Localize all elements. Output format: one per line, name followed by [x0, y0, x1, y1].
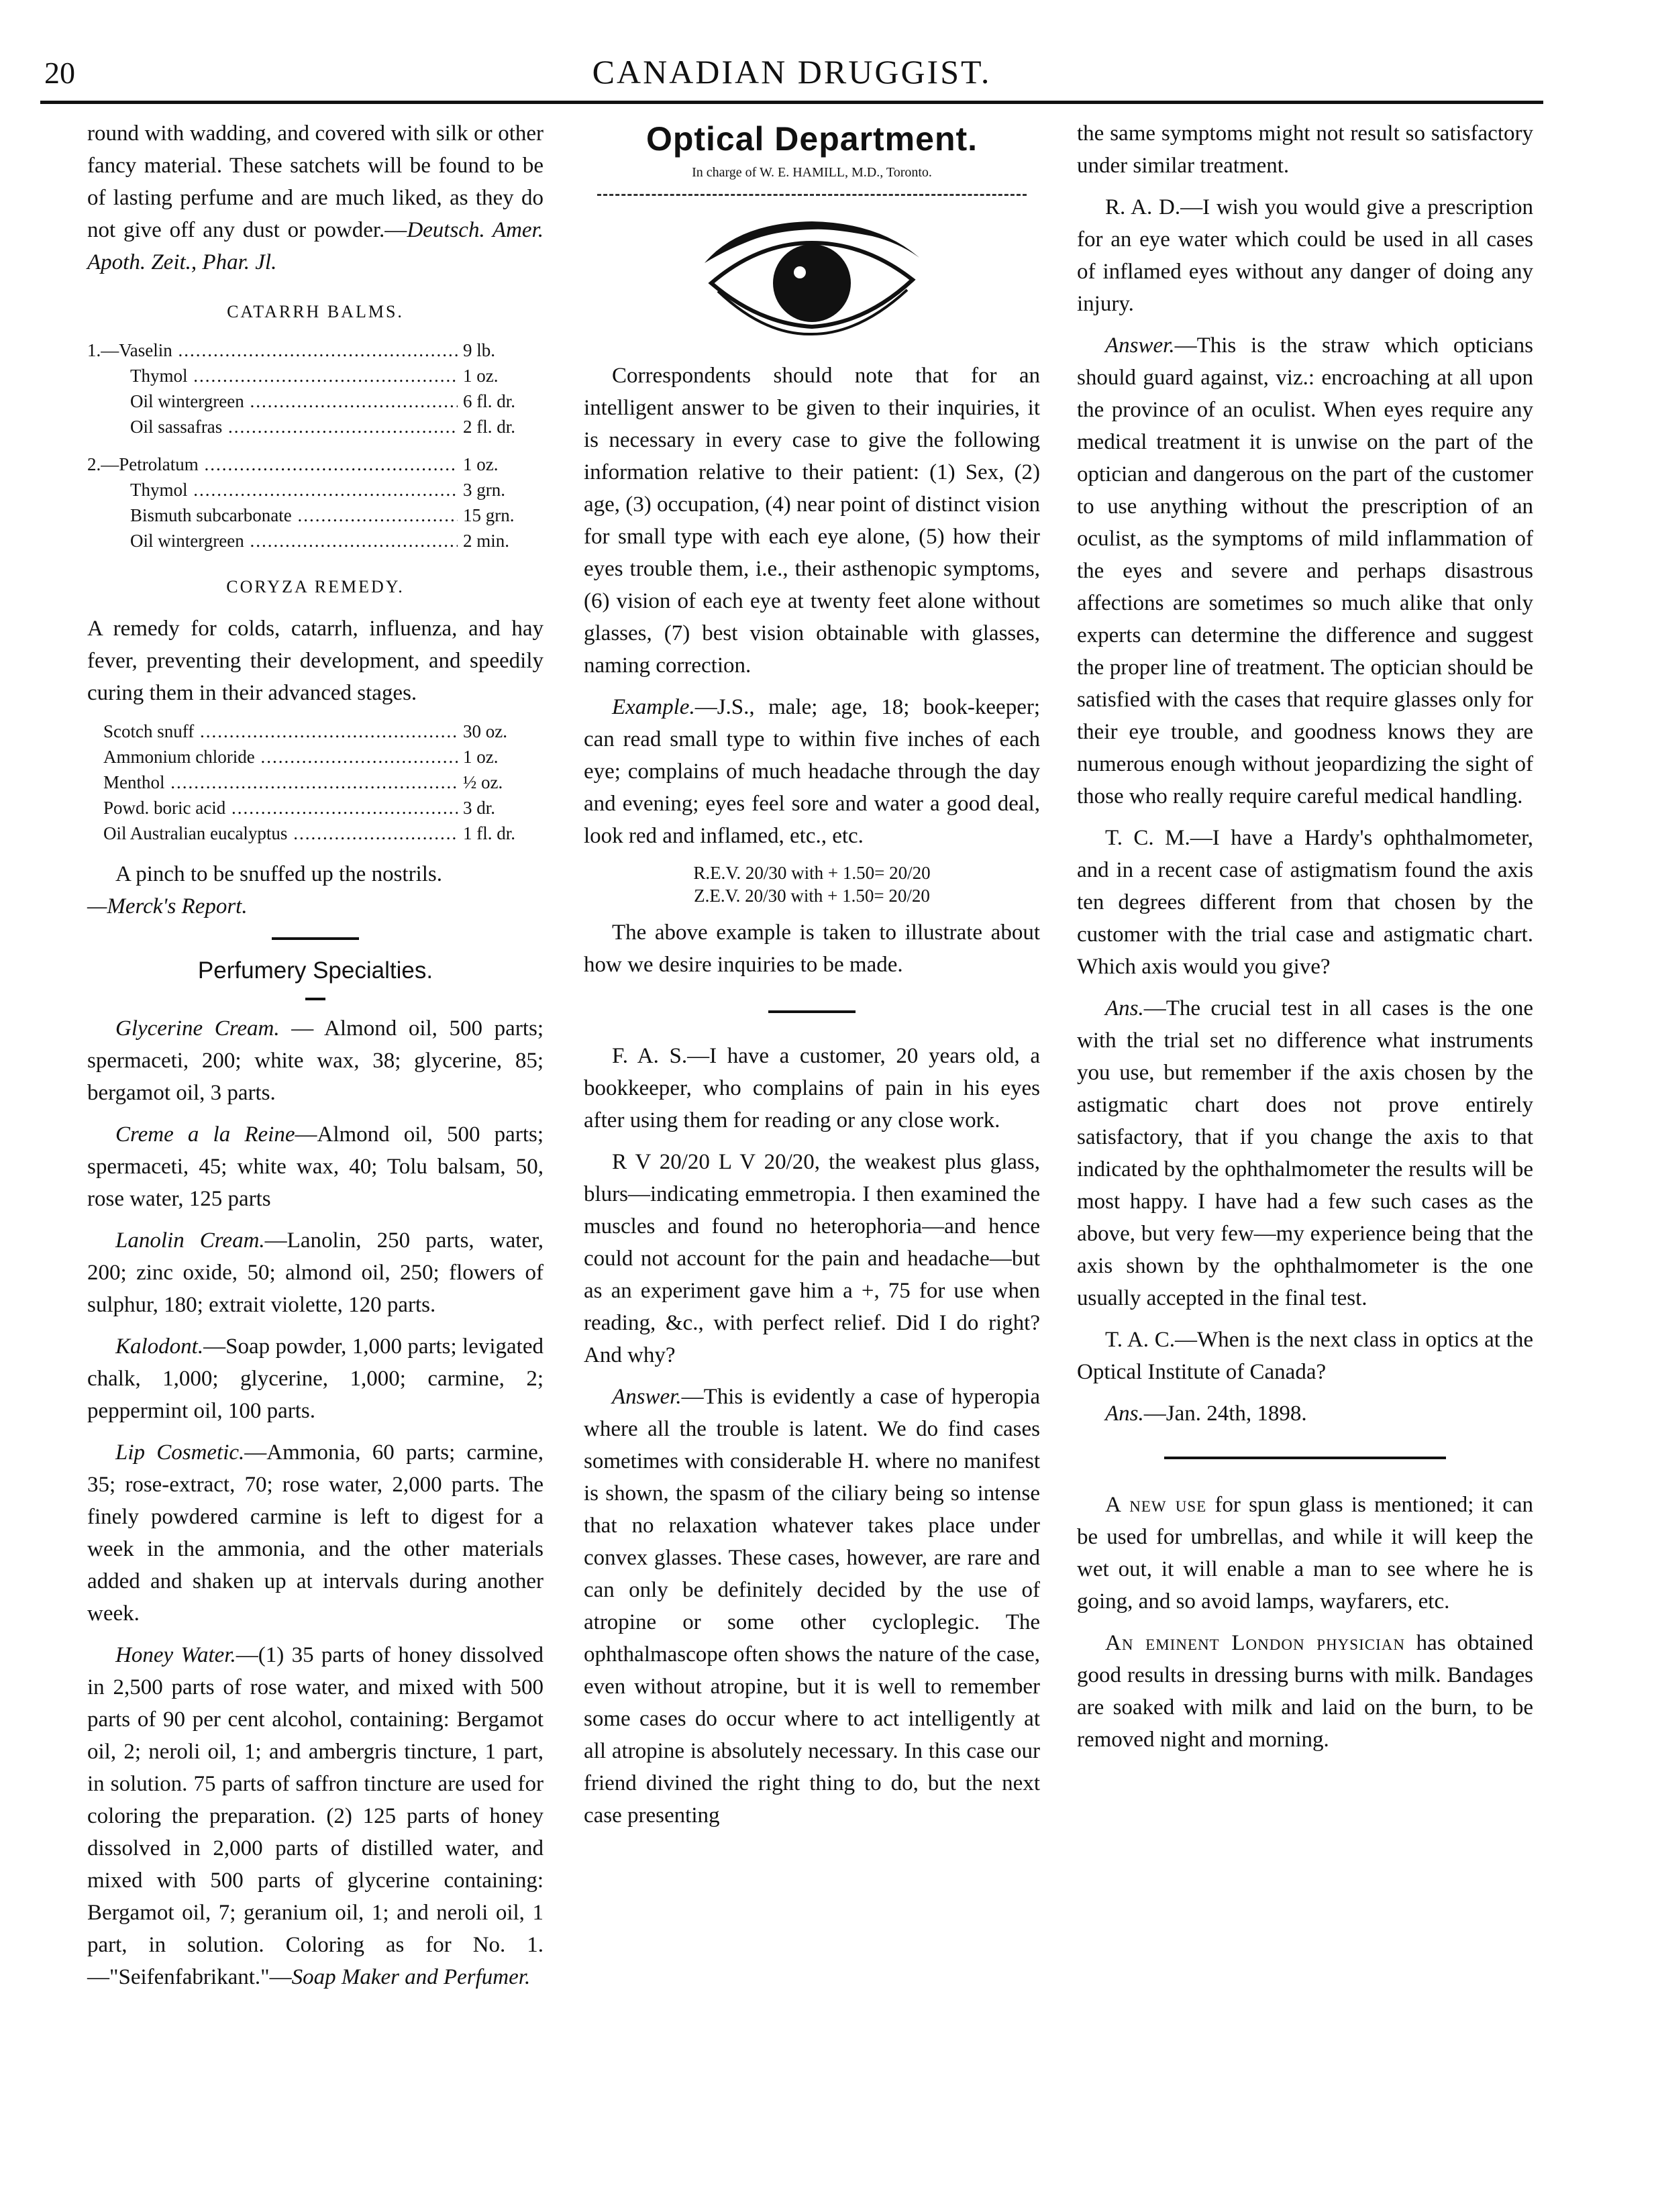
continued-text: the same symptoms might not result so satisfactory under similar treatment. [1077, 121, 1533, 178]
formula-line: Powd. boric acid ..... 3 dr. [103, 795, 544, 821]
eminent-physician-paragraph: An eminent London physician has obtained good results in dressing burns with milk. Bandages are soaked with milk and laid on the burn, to be removed night and morning. [1077, 1631, 1533, 1752]
catarrh-balms-heading: CATARRH BALMS. [227, 302, 404, 321]
tcm-question: T. C. M.—I have a Hardy's ophthalmometer, and in a recent case of astigmatism found the axis ten degrees different from that chosen by the customer with the trial case and astigmatic chart. Which axis would you give? [1077, 826, 1533, 979]
formula-line: 2.—Petrolatum ..... 1 oz. [87, 452, 544, 477]
lanolin-cream-paragraph: Lanolin Cream.—Lanolin, 250 parts, water, 200; zinc oxide, 50; almond oil, 250; flowers of sulphur, 180; extrait violette, 120 parts. [87, 1228, 544, 1317]
department-title: Optical Department. [645, 120, 978, 158]
page-header [40, 47, 1543, 101]
pinch-paragraph: A pinch to be snuffed up the nostrils. [115, 862, 443, 886]
formula-line: Thymol ..... 1 oz. [87, 363, 544, 388]
tcm-answer: Ans.—The crucial test in all cases is the one with the trial set no difference what instruments you use, but remember if the axis chosen by the astigmatic chart does not prove entirely satisfactory, that if you change the axis to that indicated by the ophthalmometer the results will be most happy. I have had a few such cases as the above, but very few—my experience being that the axis shown by the ophthalmometer is the one usually accepted in the final test. [1077, 996, 1533, 1310]
tac-answer: Ans.—Jan. 24th, 1898. [1105, 1402, 1307, 1426]
right-eye-vision: R.E.V. 20/30 with + 1.50= 20/20 [693, 863, 931, 883]
section-divider [272, 937, 359, 940]
formula-line: Bismuth subcarbonate ..... 15 grn. [87, 503, 544, 528]
rad-question: R. A. D.—I wish you would give a prescription for an eye water which could be used in all cases of inflamed eyes without any danger of doing any injury. [1077, 195, 1533, 316]
section-divider [305, 998, 325, 1000]
formula-line: Oil wintergreen ..... 2 min. [87, 528, 544, 554]
formula-line: Scotch snuff ..... 30 oz. [103, 719, 544, 744]
satchets-paragraph: round with wadding, and covered with silk or other fancy material. These satchets will be found to be of lasting perfume and are much liked, as they do not give off any dust or powder.—Deutsch. Amer. Apoth. Zeit., Phar. Jl. [87, 121, 544, 274]
fas-details: R V 20/20 L V 20/20, the weakest plus glass, blurs—indicating emmetropia. I then examined the muscles and found no heterophoria—and hence could not account for the pain and headache—but as an experiment gave him a +, 75 for use when reading, &c., with perfect relief. Did I do right? And why? [584, 1150, 1040, 1367]
header-rule [40, 101, 1543, 104]
column-right [1077, 117, 1533, 1765]
kalodont-paragraph: Kalodont.—Soap powder, 1,000 parts; levigated chalk, 1,000; glycerine, 1,000; carmine, 2; peppermint oil, 100 parts. [87, 1334, 544, 1423]
new-use-paragraph: A new use for spun glass is mentioned; it can be used for umbrellas, and while it will keep the wet out, it will enable a man to see where he is going, and so avoid lamps, wayfarers, etc. [1077, 1493, 1533, 1614]
tac-question: T. A. C.—When is the next class in optics at the Optical Institute of Canada? [1077, 1328, 1533, 1384]
formula-line: Oil sassafras ..... 2 fl. dr. [87, 414, 544, 439]
fas-answer: Answer.—This is evidently a case of hyperopia where all the trouble is latent. We do find cases sometimes with considerable H. where no manifest is shown, the spasm of the ciliary being so intense that no relaxation whatever takes place under convex glasses. These cases, however, are rare and can only be definitely decided by the use of atropine or some other cycloplegic. The ophthalmascope often shows the nature of the case, even without atropine, but it is well to remember some cases do occur where to act intelligently at all atropine is absolutely necessary. In this case our friend divined the right thing to do, but the next case presenting [584, 1385, 1040, 1828]
coryza-formula [87, 719, 544, 846]
formula-line: 1.—Vaselin ..... 9 lb. [87, 337, 544, 363]
fas-question: F. A. S.—I have a customer, 20 years old, a bookkeeper, who complains of pain in his eyes after using them for reading or any close work. [584, 1044, 1040, 1133]
lip-cosmetic-paragraph: Lip Cosmetic.—Ammonia, 60 parts; carmine, 35; rose-extract, 70; rose water, 2,000 parts. The finely powdered carmine is left to digest for a week in the ammonia, and the other materials added and shaken up at intervals during another week. [87, 1440, 544, 1626]
glycerine-cream-paragraph: Glycerine Cream. — Almond oil, 500 parts; spermaceti, 200; white wax, 38; glycerine, 85; bergamot oil, 3 parts. [87, 1016, 544, 1105]
example-paragraph: Example.—J.S., male; age, 18; book-keeper; can read small type to within five inches of each eye; complains of much headache through the day and evening; eyes feel sore and water a good deal, look red and inflamed, etc., etc. [584, 695, 1040, 848]
creme-reine-paragraph: Creme a la Reine—Almond oil, 500 parts; spermaceti, 45; white wax, 40; Tolu balsam, 50, rose water, 125 parts [87, 1122, 544, 1211]
formula-line: Oil Australian eucalyptus ..... 1 fl. dr. [103, 821, 544, 846]
source-citation: Deutsch. Amer. Apoth. Zeit., Phar. Jl. [87, 218, 544, 274]
coryza-remedy-heading: CORYZA REMEDY. [226, 577, 405, 596]
department-charge: In charge of W. E. HAMILL, M.D., Toronto. [692, 165, 932, 180]
example-note: The above example is taken to illustrate about how we desire inquiries to be made. [584, 920, 1040, 977]
formula-line: Ammonium chloride ..... 1 oz. [103, 744, 544, 770]
column-left [87, 117, 544, 2003]
coryza-paragraph: A remedy for colds, catarrh, influenza, and hay fever, preventing their development, and speedily curing them in their advanced stages. [87, 617, 544, 705]
left-eye-vision: Z.E.V. 20/30 with + 1.50= 20/20 [694, 886, 930, 906]
section-divider [768, 1010, 856, 1013]
running-title: CANADIAN DRUGGIST. [592, 53, 992, 91]
page-number: 20 [44, 56, 75, 90]
honey-water-paragraph: Honey Water.—(1) 35 parts of honey dissolved in 2,500 parts of rose water, and mixed with 500 parts of 90 per cent alcohol, containing: Bergamot oil, 2; neroli oil, 1; and ambergris tincture, 1 part, in solution. 75 parts of saffron tincture are used for coloring the preparation. (2) 125 parts of honey dissolved in 2,000 parts of distilled water, and mixed with 500 parts of glycerine containing: Bergamot oil, 7; geranium oil, 1; and neroli oil, 1 part, in solution. Coloring as for No. 1.—"Seifenfabrikant."—Soap Maker and Perfumer. [87, 1643, 544, 1989]
formula-line: Menthol ..... ½ oz. [103, 770, 544, 795]
formula-line: Thymol ..... 3 grn. [87, 477, 544, 503]
formula-line: Oil wintergreen ..... 6 fl. dr. [87, 388, 544, 414]
rad-answer: Answer.—This is the straw which opticians should guard against, viz.: encroaching at all upon the province of an oculist. When eyes require any medical treatment it is unwise on the part of the optician and dangerous on the part of the customer to use anything without the prescription of an oculist, as the symptoms of mild inflammation of the eyes and severe and perhaps disastrous affections are sometimes so much alike that only experts can determine the difference and suggest the proper line of treatment. The optician should be satisfied with the cases that require glasses only for their eye trouble, and goodness knows they are numerous enough without jeopardizing the sight of those who really require careful medical handling. [1077, 333, 1533, 808]
catarrh-formula-1 [87, 337, 544, 439]
catarrh-formula-2 [87, 452, 544, 554]
dashed-rule [597, 194, 1027, 196]
column-middle [584, 117, 1040, 1841]
section-divider [1164, 1457, 1446, 1459]
intro-paragraph: Correspondents should note that for an intelligent answer to be given to their inquiries, it is necessary in every case to give the following information relative to their patient: (1) Sex, (2) age, (3) occupation, (4) near point of distinct vision for small type with each eye alone, (5) how their eyes trouble them, i.e., their asthenopic symptoms, (6) vision of each eye at twenty feet alone without glasses, (7) best vision obtainable with glasses, naming correction. [584, 364, 1040, 678]
vision-readings [584, 861, 1040, 907]
eye-illustration [698, 216, 926, 337]
pinch-source: —Merck's Report. [87, 894, 248, 918]
perfumery-heading: Perfumery Specialties. [197, 957, 433, 984]
